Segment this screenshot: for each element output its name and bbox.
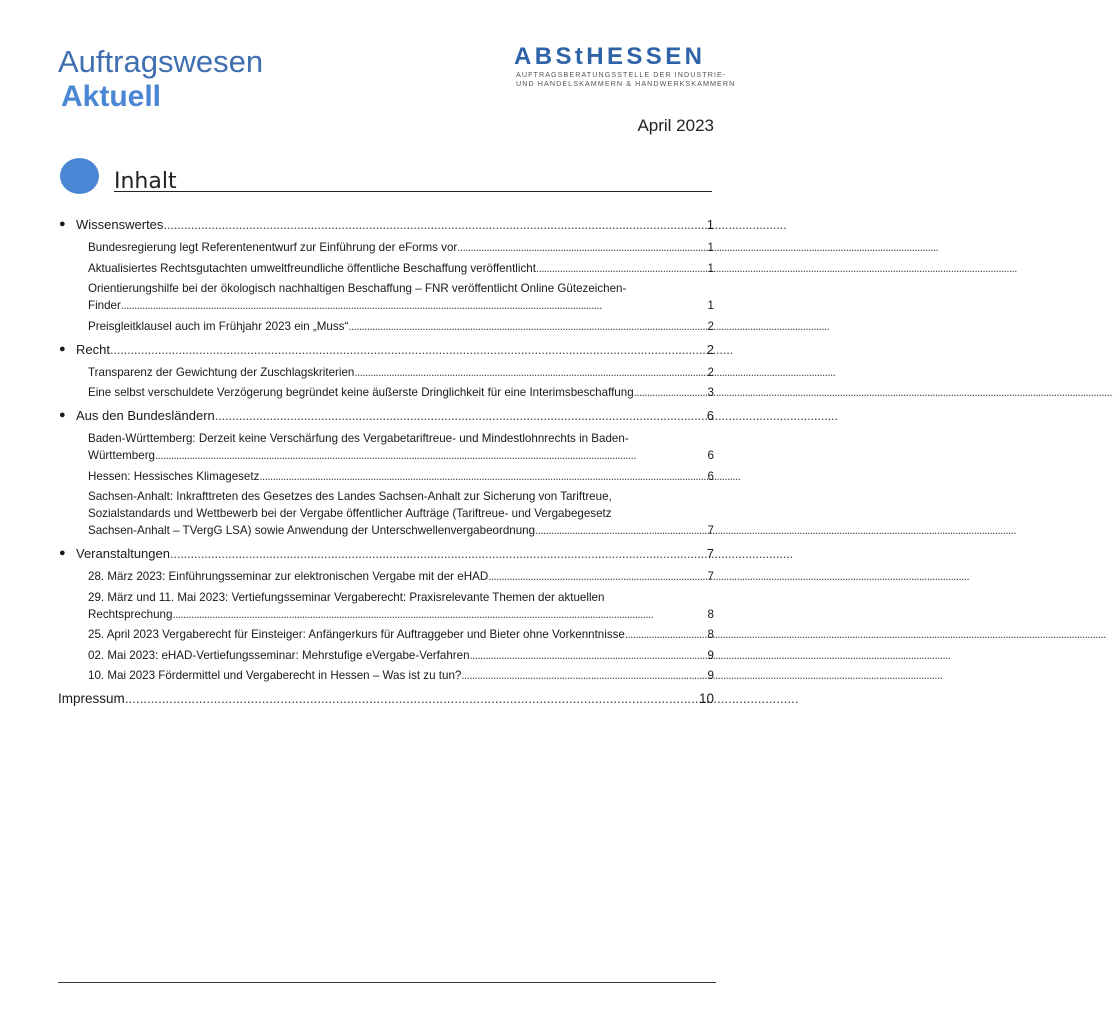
toc-entry-text: Preisgleitklausel auch im Frühjahr 2023 ein „Muss“ [88,319,349,333]
publication-title: Auftragswesen [58,44,264,79]
toc-entry-text: 28. März 2023: Einführungsseminar zur elektronischen Vergabe mit der eHAD [88,570,489,583]
toc-section-line [76,341,714,358]
toc-subentry-line [88,505,714,522]
toc-page-number: 1 [706,217,714,232]
toc-subentry-line [88,297,714,314]
dot-leader [155,447,706,464]
dot-leader [488,568,705,585]
bullet-icon: ● [59,218,66,230]
logo-wordmark: ABStHESSEN [514,43,706,70]
toc-subentry-line [88,647,714,664]
toc-subentry[interactable] [88,239,714,256]
toc-section-line [76,216,714,233]
dot-leader [170,545,705,562]
toc-subentry-line [88,280,714,297]
toc-page-number: 2 [706,341,714,357]
toc-page-number: 6 [707,449,714,462]
toc-header [60,158,712,194]
toc-entry-text: Finder [88,299,121,312]
logo-tagline-1: AUFTRAGSBERATUNGSSTELLE DER INDUSTRIE- [516,70,727,79]
toc-subentry[interactable] [88,568,714,585]
dot-leader [535,522,705,539]
footer-divider [58,982,716,983]
toc-title: Inhalt [114,169,177,194]
dot-leader [461,667,705,684]
toc-subentry[interactable] [88,667,714,684]
toc-entry-text: Transparenz der Gewichtung der Zuschlagskriterien [88,365,355,379]
publication-subtitle: Aktuell [61,80,162,113]
toc-circle-icon [60,158,99,194]
toc-section-entry[interactable] [58,407,714,424]
toc-entry-text: Aktualisiertes Rechtsgutachten umweltfreundliche öffentliche Beschaffung veröffentlicht [88,261,536,275]
table-of-contents [58,210,714,707]
toc-impressum-line [58,690,714,707]
toc-subentry[interactable] [88,589,714,623]
toc-entry-text: Eine selbst verschuldete Verzögerung begründet keine äußerste Dringlichkeit für eine Interimsbeschaffung [88,386,634,399]
bullet-icon: ● [59,409,66,421]
toc-page-number: 8 [707,628,714,641]
toc-entry-text: Württemberg [88,449,156,462]
toc-subentry[interactable] [88,647,714,664]
toc-subentry-line [88,318,714,335]
toc-subentry[interactable] [88,280,714,314]
toc-subentry-line [88,522,714,539]
toc-subentry[interactable] [88,488,714,539]
toc-entry-text: Orientierungshilfe bei der ökologisch nachhaltigen Beschaffung – FNR veröffentlicht Online Gütezeichen- [88,282,627,295]
toc-subentry-line [88,364,714,381]
toc-page-number: 1 [707,241,714,254]
toc-subentry-line [88,488,714,505]
toc-subentry-line [88,626,714,643]
toc-entry-text: Wissenswertes [76,217,164,232]
dot-leader [354,364,705,381]
toc-page-number: 1 [707,299,714,312]
dot-leader [348,318,705,335]
issue-date: April 2023 [637,116,714,135]
dot-leader [121,297,706,314]
dot-leader [163,216,704,233]
toc-entry-text: 25. April 2023 Vergaberecht für Einsteiger: Anfängerkurs für Auftraggeber und Bieter ohne Vorkenntnisse [88,628,625,641]
toc-page-number: 9 [707,669,714,682]
toc-subentry-line [88,384,714,401]
toc-entry-text: Sachsen-Anhalt – TVergG LSA) sowie Anwendung der Unterschwellenvergabeordnung [88,524,536,537]
toc-entry-text: Hessen: Hessisches Klimagesetz [88,469,260,483]
toc-subentry[interactable] [88,318,714,335]
toc-entry-text: Aus den Bundesländern [76,408,215,423]
toc-entry-text: Bundesregierung legt Referentenentwurf zur Einführung der eForms vor [88,241,458,254]
toc-page-number: 1 [707,261,714,275]
toc-subentry-line [88,260,714,277]
toc-impressum-entry[interactable] [58,690,714,707]
toc-entry-text: Recht [76,341,110,357]
toc-subentry[interactable] [88,364,714,381]
dot-leader [215,407,705,424]
toc-subentry-line [88,447,714,464]
toc-page-number: 7 [707,570,714,583]
toc-entry-text: 02. Mai 2023: eHAD-Vertiefungsseminar: Mehrstufige eVergabe-Verfahren [88,648,470,662]
toc-section-entry[interactable] [58,216,714,233]
toc-subentry-line [88,568,714,585]
dot-leader [125,690,697,707]
toc-page-number: 3 [707,386,714,399]
dot-leader [172,606,705,623]
dot-leader [457,239,705,256]
absthessen-logo [514,43,736,88]
toc-title-underline [114,191,712,192]
toc-page-number: 10 [698,691,714,706]
logo-tagline-2: UND HANDELSKAMMERN & HANDWERKSKAMMERN [516,79,736,88]
toc-entry-text: Sachsen-Anhalt: Inkrafttreten des Gesetzes des Landes Sachsen-Anhalt zur Sicherung von Tariftreue, [88,490,612,503]
dot-leader [259,468,705,485]
bullet-icon: ● [59,547,66,559]
toc-page-number: 6 [707,469,714,483]
toc-page-number: 7 [706,546,714,561]
toc-entry-text: Baden-Württemberg: Derzeit keine Verschärfung des Vergabetariftreue- und Mindestlohnrechts in Baden- [88,432,629,445]
toc-subentry-line [88,430,714,447]
toc-page-number: 2 [707,319,714,333]
dot-leader [536,260,706,277]
toc-subentry-line [88,606,714,623]
toc-subentry-line [88,468,714,485]
toc-subentry[interactable] [88,430,714,464]
toc-subentry[interactable] [88,626,714,643]
toc-entry-text: 29. März und 11. Mai 2023: Vertiefungsseminar Vergaberecht: Praxisrelevante Themen der aktuellen [88,590,605,604]
toc-subentry[interactable] [88,260,714,277]
toc-subentry[interactable] [88,384,714,401]
toc-subentry-line [88,589,714,606]
toc-page-number: 2 [707,365,714,379]
toc-section-entry[interactable] [58,545,714,562]
toc-subentry-line [88,239,714,256]
toc-entry-text: Sozialstandards und Wettbewerb bei der Vergabe öffentlicher Aufträge (Tariftreue- und Vergabegesetz [88,507,612,520]
toc-subentry-line [88,667,714,684]
toc-section-line [76,407,714,424]
dot-leader [470,647,706,664]
toc-entry-text: Impressum [58,691,125,706]
dot-leader [634,384,706,401]
toc-page-number: 7 [707,524,714,537]
toc-page-number: 9 [707,648,714,662]
toc-entry-text: Veranstaltungen [76,546,170,561]
toc-subentry[interactable] [88,468,714,485]
toc-section-line [76,545,714,562]
toc-section-entry[interactable] [58,341,714,358]
toc-page-number: 8 [707,607,714,621]
dot-leader [110,341,705,358]
toc-page-number: 6 [706,408,714,423]
bullet-icon: ● [59,342,66,355]
toc-entry-text: 10. Mai 2023 Fördermittel und Vergaberecht in Hessen – Was ist zu tun? [88,669,462,682]
dot-leader [625,626,706,643]
toc-entry-text: Rechtsprechung [88,607,173,621]
